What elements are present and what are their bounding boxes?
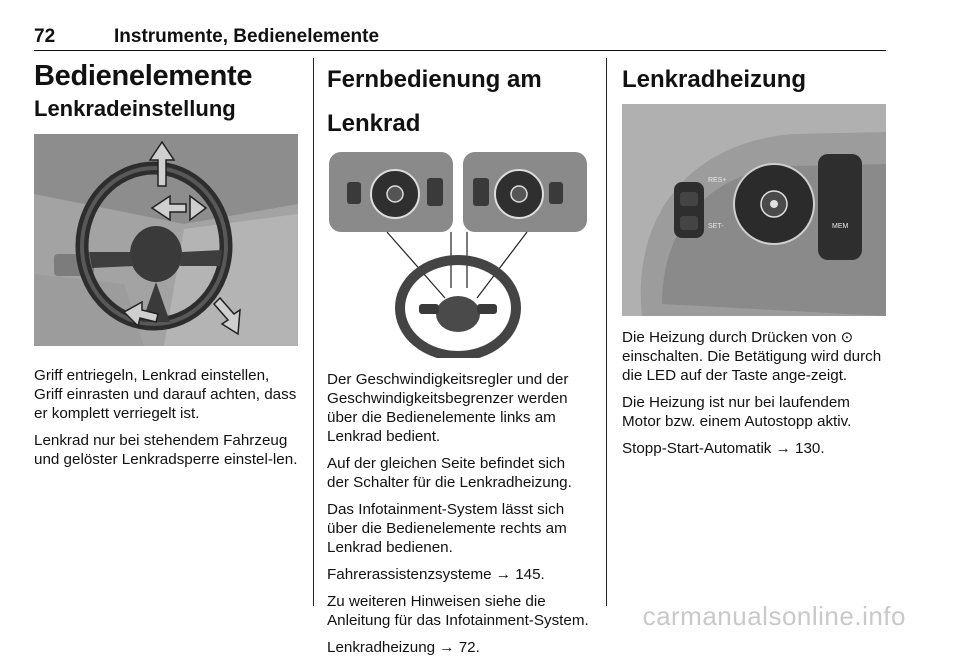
paragraph-heating-condition: Die Heizung ist nur bei laufendem Motor bzw. einem Autostopp aktiv. xyxy=(622,394,852,430)
steering-wheel-controls-illustration xyxy=(327,148,589,358)
column-steering-adjustment xyxy=(34,58,300,477)
paragraph-heating-activate: Die Heizung durch Drücken von ⊙ einschalten. Die Betätigung wird durch die LED auf der Taste ange-zeigt. xyxy=(622,329,882,384)
paragraph-start-stop-ref: Stopp-Start-Automatik → 130. xyxy=(622,440,825,457)
section-title: Instrumente, Bedienelemente xyxy=(114,26,380,47)
set-label: SET- xyxy=(708,223,724,230)
paragraph-cruise-control: Der Geschwindigkeitsregler und der Geschwindigkeitsbegrenzer werden über die Bedienelemente links am Lenkrad bedient. xyxy=(327,371,569,445)
paragraph-infotainment: Das Infotainment-System lässt sich über die Bedienelemente rechts am Lenkrad bedienen. xyxy=(327,501,567,556)
steering-heating-button-illustration xyxy=(622,104,886,316)
section-heading-steering-adjustment: Lenkradeinstellung xyxy=(34,96,236,121)
column-remote-control xyxy=(327,58,589,665)
page-header xyxy=(34,26,886,51)
page-number: 72 xyxy=(34,26,56,47)
paragraph-heating-switch: Auf der gleichen Seite befindet sich der Schalter für die Lenkradheizung. xyxy=(327,455,572,491)
res-label: RES+ xyxy=(708,177,727,184)
paragraph-infotainment-manual: Zu weiteren Hinweisen siehe die Anleitung für das Infotainment-System. xyxy=(327,593,589,629)
paragraph-adjust-instructions: Griff entriegeln, Lenkrad einstellen, Griff einrasten und darauf achten, dass er komplett verriegelt ist. xyxy=(34,367,297,422)
paragraph-heating-ref: Lenkradheizung → 72. xyxy=(327,639,480,656)
section-heading-remote-control: Fernbedienung am Lenkrad xyxy=(327,66,542,137)
chapter-heading: Bedienelemente xyxy=(34,60,253,92)
section-heading-steering-heating: Lenkradheizung xyxy=(622,66,807,93)
column-divider-2 xyxy=(606,58,607,606)
mem-label: MEM xyxy=(832,223,849,230)
watermark: carmanualsonline.info xyxy=(642,601,906,631)
column-divider-1 xyxy=(313,58,314,606)
paragraph-driver-assistance-ref: Fahrerassistenzsysteme → 145. xyxy=(327,566,545,583)
column-steering-heating xyxy=(622,58,886,466)
steering-adjustment-illustration xyxy=(34,134,298,346)
paragraph-adjust-warning: Lenkrad nur bei stehendem Fahrzeug und gelöster Lenkradsperre einstel-len. xyxy=(34,432,298,468)
